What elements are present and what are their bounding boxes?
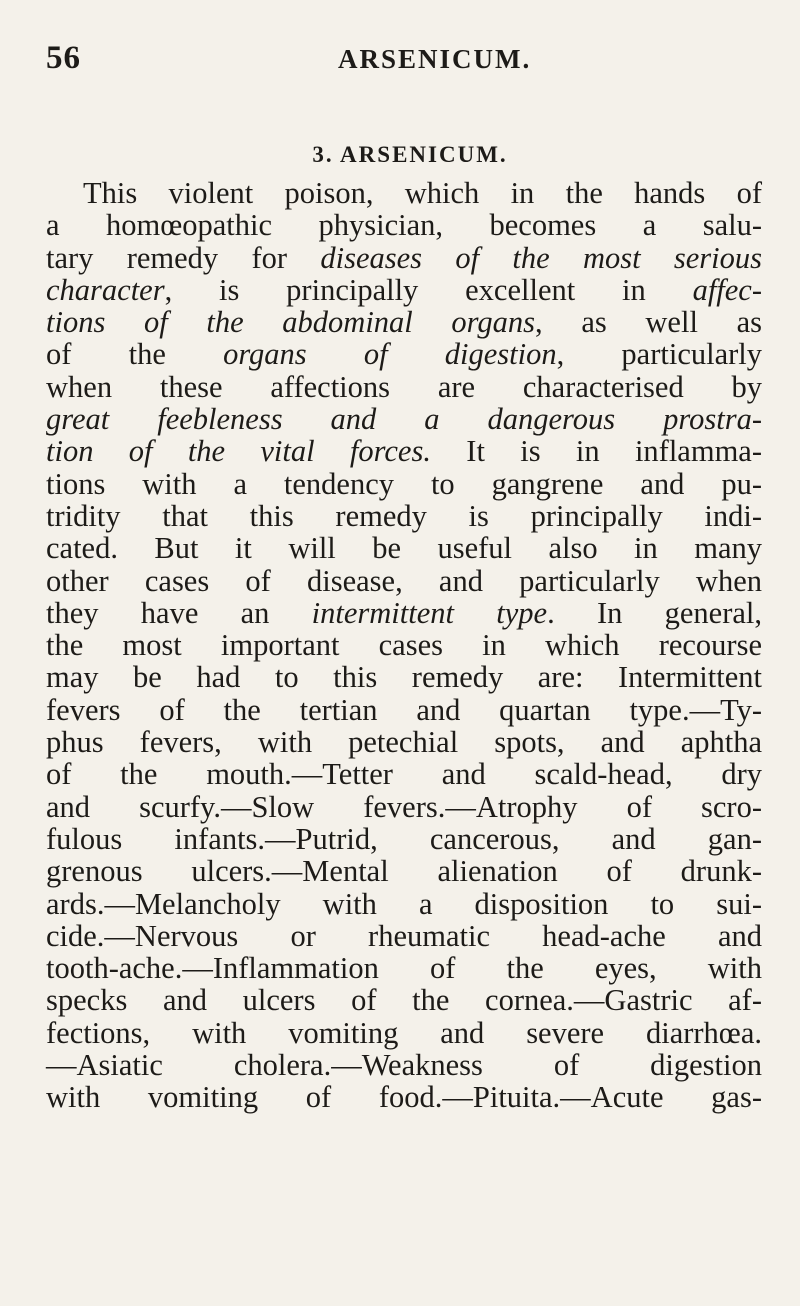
text-line [46,500,762,532]
italic-text: tions of the abdominal organs [46,305,536,340]
text-run: when these affections are characterised by [46,369,762,404]
text-line [46,984,762,1016]
text-run: , as well as [535,305,762,340]
text-run: tary remedy for [46,240,321,275]
text-run: with vomiting of food.—Pituita.—Acute gas- [46,1080,762,1115]
text-run: fulous infants.—Putrid, cancerous, and gan- [46,821,762,856]
text-line [46,597,762,629]
text-run: cide.—Nervous or rheumatic head-ache and [46,918,762,953]
section-heading: 3. ARSENICUM. [312,142,508,167]
italic-text: affec- [692,272,762,307]
text-run: This violent poison, which in the hands of [83,176,762,210]
text-line [46,661,762,693]
text-line [46,532,762,564]
text-line [46,1049,762,1081]
text-line [46,565,762,597]
text-line [46,1017,762,1049]
text-line [46,694,762,726]
text-run: a homœopathic physician, becomes a salu- [46,208,762,243]
text-line [46,855,762,887]
text-run: ards.—Melancholy with a disposition to sui- [46,886,762,921]
text-line [46,338,762,370]
text-line [46,629,762,661]
italic-text: character [46,272,165,307]
text-run: fections, with vomiting and severe diarrhœa. [46,1015,762,1050]
text-line [46,177,762,209]
text-run: they have an [46,595,312,630]
italic-text: diseases of the most serious [320,240,762,275]
text-run: . In general, [547,595,762,630]
text-run: of the [46,337,224,372]
text-run: grenous ulcers.—Mental alienation of drunk- [46,854,762,889]
text-run: It is in inflamma- [430,434,762,469]
text-line [46,1081,762,1113]
italic-text: intermittent type [311,595,548,630]
text-line [46,242,762,274]
text-line [46,791,762,823]
text-run: of the mouth.—Tetter and scald-head, dry [46,757,762,792]
text-line [46,823,762,855]
text-run: —Asiatic cholera.—Weakness of digestion [46,1048,762,1083]
text-line [46,209,762,241]
text-run: , is principally excellent in [164,272,693,307]
text-line [46,468,762,500]
text-line [46,435,762,467]
text-run: may be had to this remedy are: Intermittent [46,660,762,695]
text-line [46,758,762,790]
text-run: tooth-ache.—Inflammation of the eyes, with [46,951,762,986]
text-run: and scurfy.—Slow fevers.—Atrophy of scro- [46,789,762,824]
text-run: tions with a tendency to gangrene and pu- [46,466,762,501]
text-run: the most important cases in which recourse [46,628,762,663]
text-line [46,274,762,306]
text-run: tridity that this remedy is principally indi- [46,498,762,533]
text-line [46,306,762,338]
italic-text: great feebleness and a dangerous prostra- [46,402,762,437]
italic-text: tion of the vital forces. [46,434,431,469]
text-line [46,888,762,920]
text-line [46,403,762,435]
italic-text: organs of digestion [223,337,557,372]
text-run: fevers of the tertian and quartan type.—Ty- [46,692,762,727]
text-run: other cases of disease, and particularly when [46,563,762,598]
body-paragraph [46,177,762,1114]
page-number: 56 [46,40,81,76]
text-run: , particularly [556,337,762,372]
text-run: specks and ulcers of the cornea.—Gastric af- [46,983,762,1018]
text-line [46,726,762,758]
text-run: phus fevers, with petechial spots, and aphtha [46,725,762,760]
text-line [46,952,762,984]
running-title: ARSENICUM. [338,44,532,74]
text-line [46,371,762,403]
text-line [46,920,762,952]
text-run: cated. But it will be useful also in many [46,531,762,566]
running-head [46,40,764,80]
